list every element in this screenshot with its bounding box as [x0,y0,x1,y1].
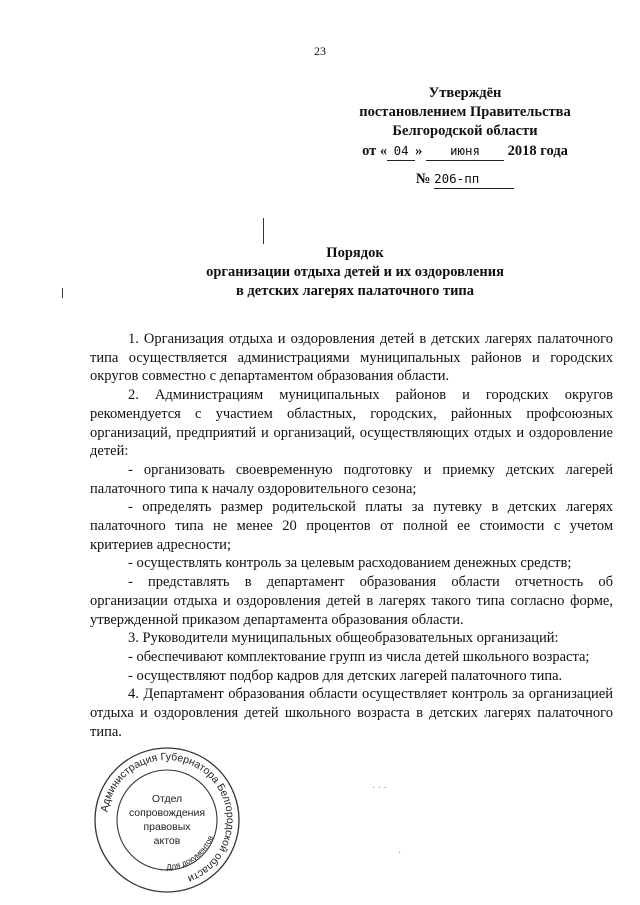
stamp-bottom-text: Для документов [165,834,216,872]
stamp-center-line: сопровождения [128,807,206,819]
scan-specks: · [398,848,402,859]
paragraph: - осуществлять контроль за целевым расходованием денежных средств; [128,555,572,572]
paragraph: - обеспечивают комплектование групп из числа детей школьного возраста; [128,648,590,665]
scan-mark [263,218,264,244]
paragraph: - организовать своевременную подготовку и приемку детских лагерей палаточного типа к началу оздоровительного сезона; [90,461,613,497]
approval-line-2: постановлением Правительства [359,104,571,120]
approval-block [330,84,600,189]
date-mid: » [415,143,423,159]
approval-date [330,141,600,161]
document-title [0,244,640,301]
paragraph: - определять размер родительской платы за путевку в детских лагерях палаточного типа не менее 20 процентов от полной ее стоимости с учетом критериев адресности; [90,499,613,553]
paragraph: - представлять в департамент образования области отчетность об организации отдыха и оздоровления детей в лагерях такого типа согласно форме, утвержденной приказом департамента образования области. [90,574,613,628]
paragraph: 4. Департамент образования области осуществляет контроль за организацией отдыха и оздоровления детей школьного возраста в детских лагерях палаточного типа. [90,686,613,740]
stamp-center-line: правовых [143,821,191,833]
page-number: 23 [314,44,326,58]
approval-number [330,169,600,189]
date-year: 2018 года [507,143,568,159]
title-line-1: Порядок [326,245,384,261]
number-prefix: № [415,171,431,187]
paragraph: 2. Администрациям муниципальных районов и городских округов рекомендуется с участием областных, городских, районных профсоюзных организаций, предприятий и организаций, осуществляющих отдых и оздоровление детей: [90,387,613,460]
stamp-center-line: актов [153,835,181,847]
date-day: 04 [387,141,415,161]
scan-specks: · · · [372,783,387,794]
approval-line-1: Утверждён [428,85,502,101]
stamp-seal [92,745,242,895]
paragraph: 1. Организация отдыха и оздоровления детей в детских лагерях палаточного типа осуществляется администрациями муниципальных районов и городских округов совместно с департаментом образования области. [90,331,613,385]
title-line-3: в детских лагерях палаточного типа [235,283,475,299]
stamp-ring-text: Администрация Губернатора Белгородской области [98,750,237,885]
paragraph: 3. Руководители муниципальных общеобразовательных организаций: [128,630,559,647]
approval-line-3: Белгородской области [392,123,538,139]
stamp-center-line: Отдел [151,793,183,805]
number-value: 206-пп [434,169,514,189]
paragraph: - осуществляют подбор кадров для детских лагерей палаточного типа. [128,667,563,684]
title-line-2: организации отдыха детей и их оздоровления [206,264,504,280]
document-body [90,330,613,741]
date-month: июня [426,141,504,161]
date-prefix: от « [362,143,388,159]
